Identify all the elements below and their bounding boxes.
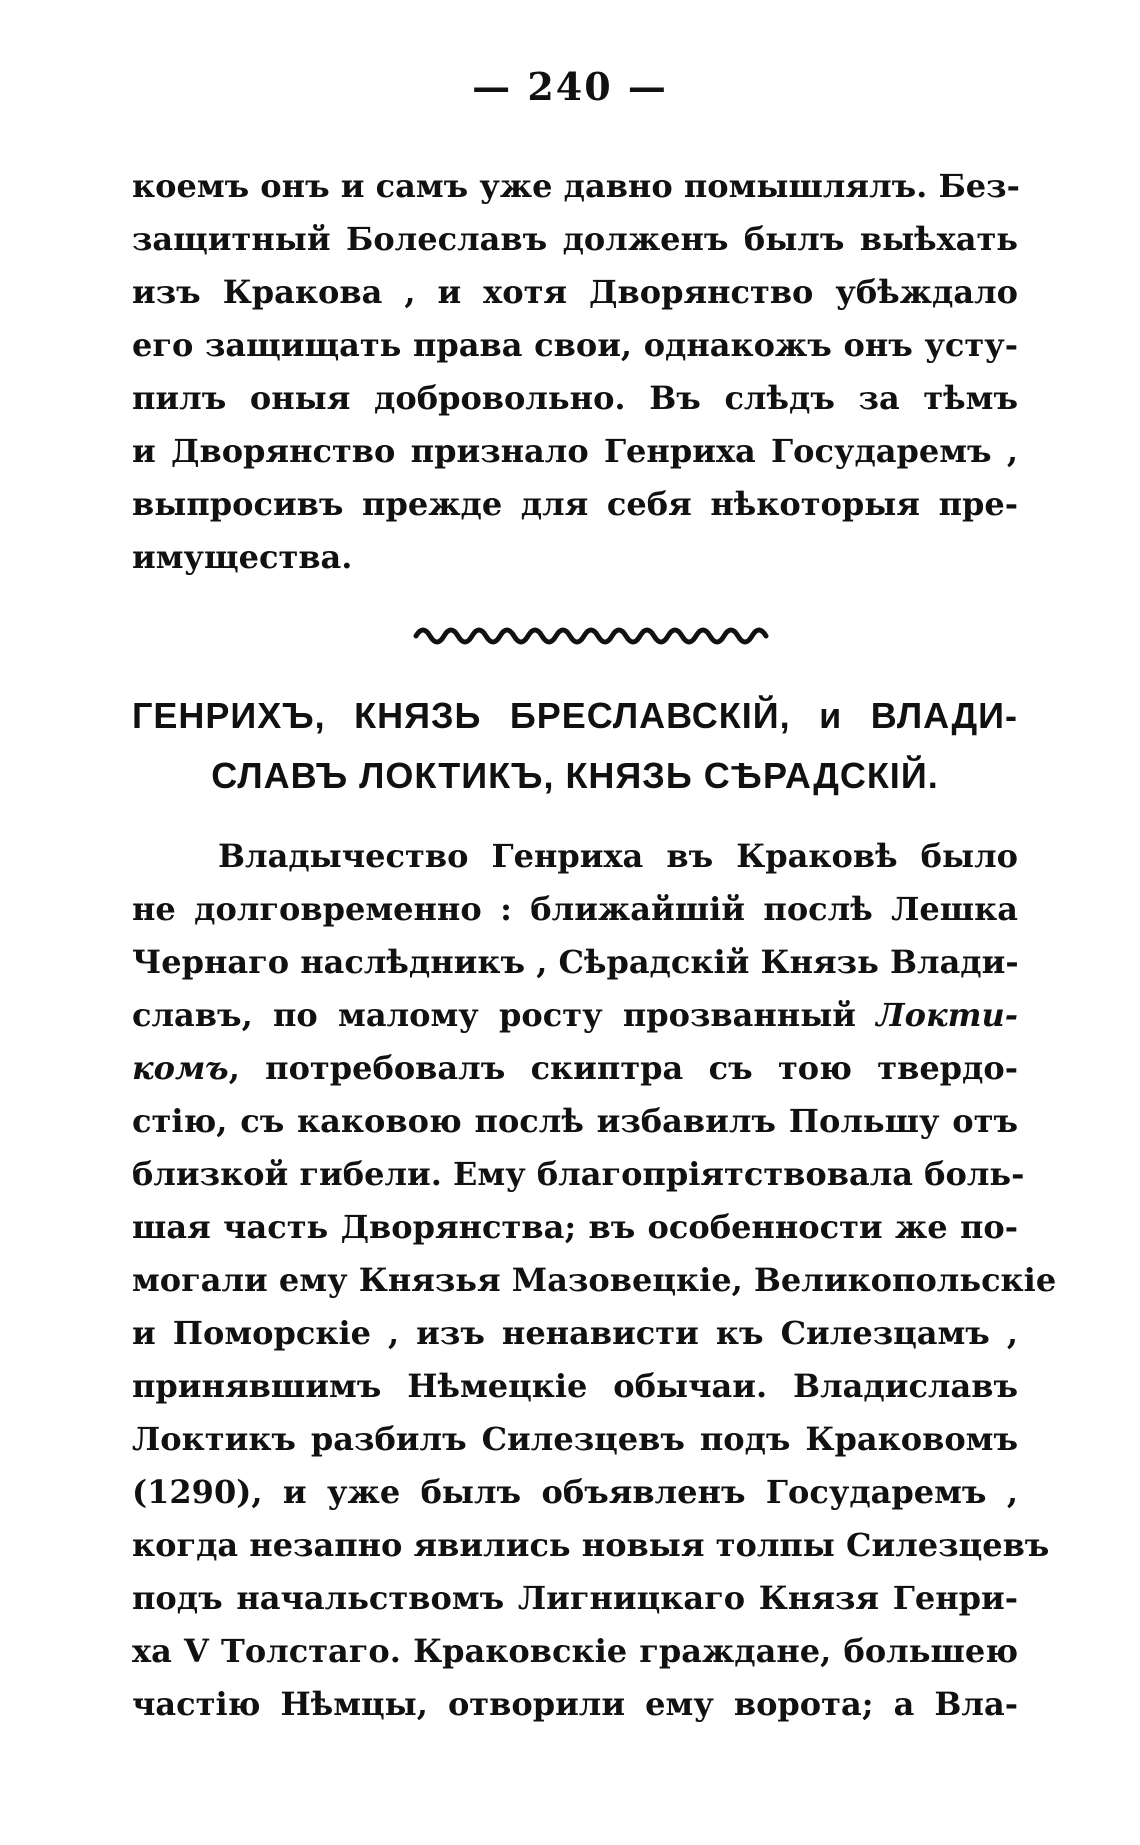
page-number: — 240 — bbox=[472, 64, 668, 109]
text-line: и Дворянство признало Генриха Государемъ , bbox=[132, 432, 1018, 470]
section-title-line: ГЕНРИХЪ, КНЯЗЬ БРЕСЛАВСКІЙ, и ВЛАДИ- bbox=[132, 695, 1018, 736]
text-line: выпросивъ прежде для себя нѣкоторыя пре- bbox=[132, 485, 1018, 523]
ornament-divider bbox=[412, 618, 772, 648]
text-line: (1290), и уже былъ объявленъ Государемъ , bbox=[132, 1473, 1018, 1511]
text-line: и Поморскіе , изъ ненависти къ Силезцамъ , bbox=[132, 1314, 1018, 1352]
text-line: пилъ оныя добровольно. Въ слѣдъ за тѣмъ bbox=[132, 379, 1018, 417]
text-line: стію, съ каковою послѣ избавилъ Польшу отъ bbox=[132, 1102, 1018, 1140]
section-title bbox=[132, 686, 1018, 806]
text-line bbox=[132, 989, 1018, 1042]
text-segment: , потребовалъ скиптра съ тою твердо- bbox=[228, 1049, 1018, 1087]
text-line: могали ему Князья Мазовецкіе, Великопольскіе bbox=[132, 1261, 1057, 1299]
italic-segment: Локти- bbox=[876, 996, 1018, 1034]
text-line: подъ начальствомъ Лигницкаго Князя Генри- bbox=[132, 1579, 1018, 1617]
text-line: его защищать права свои, однакожъ онъ усту- bbox=[132, 326, 1018, 364]
text-line: защитный Болеславъ долженъ былъ выѣхать bbox=[132, 220, 1018, 258]
text-line bbox=[132, 1042, 1018, 1095]
text-line: частію Нѣмцы, отворили ему ворота; а Вла- bbox=[132, 1685, 1018, 1723]
text-line: Владычество Генриха въ Краковѣ было bbox=[218, 837, 1018, 875]
top-paragraph bbox=[132, 160, 1018, 584]
text-line: не долговременно : ближайшій послѣ Лешка bbox=[132, 890, 1018, 928]
text-line: принявшимъ Нѣмецкіе обычаи. Владиславъ bbox=[132, 1367, 1018, 1405]
italic-segment: комъ bbox=[132, 1049, 229, 1087]
text-line: Локтикъ разбилъ Силезцевъ подъ Краковомъ bbox=[132, 1420, 1018, 1458]
section-title-line: СЛАВЪ ЛОКТИКЪ, КНЯЗЬ СѢРАДСКІЙ. bbox=[211, 755, 939, 796]
text-line: изъ Кракова , и хотя Дворянство убѣждало bbox=[132, 273, 1018, 311]
text-line: ха V Толстаго. Краковскіе граждане, большею bbox=[132, 1632, 1018, 1670]
text-segment: славъ, по малому росту прозванный bbox=[132, 996, 877, 1034]
text-line: коемъ онъ и самъ уже давно помышлялъ. Без- bbox=[132, 167, 1020, 205]
text-line: когда незапно явились новыя толпы Силезцевъ bbox=[132, 1526, 1050, 1564]
text-line: шая часть Дворянства; въ особенности же по- bbox=[132, 1208, 1018, 1246]
body-paragraph bbox=[132, 830, 1057, 1731]
text-line: близкой гибели. Ему благопріятствовала боль- bbox=[132, 1155, 1025, 1193]
text-line: имущества. bbox=[132, 538, 353, 576]
text-line: Чернаго наслѣдникъ , Сѣрадскій Князь Влади- bbox=[132, 943, 1019, 981]
